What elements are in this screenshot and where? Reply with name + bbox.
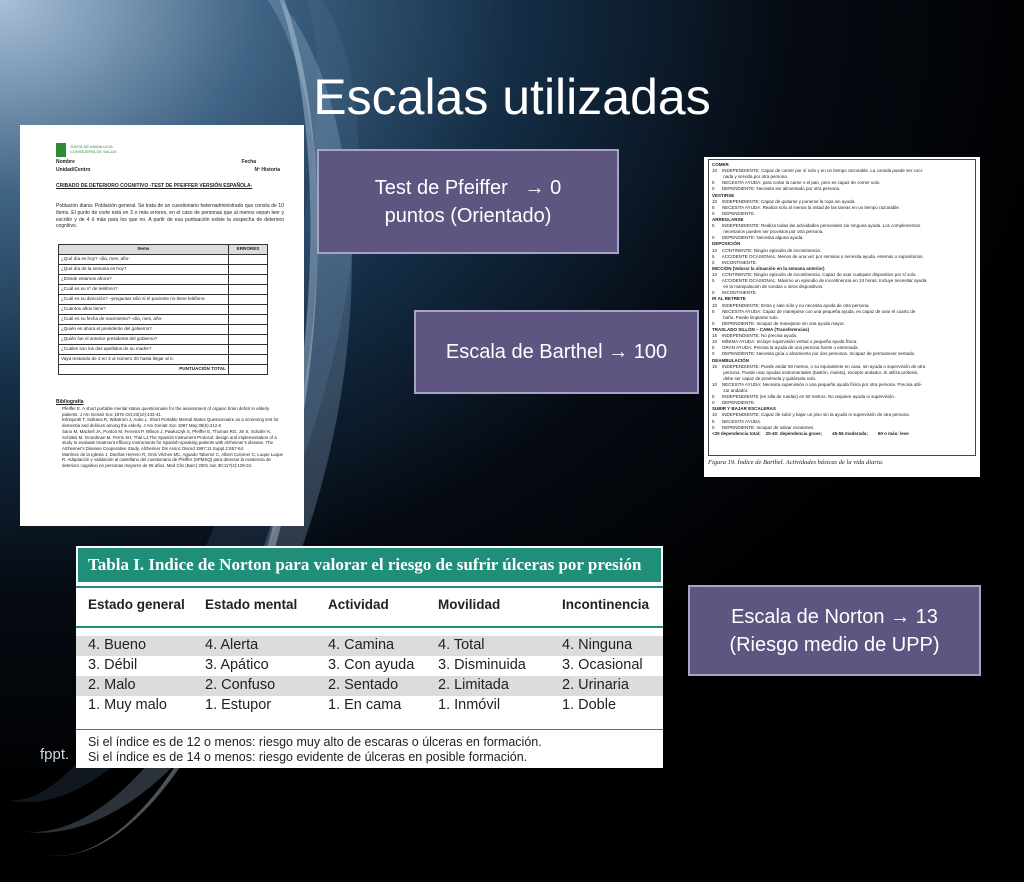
norton-cell: 1. Muy malo (88, 697, 167, 713)
fecha-label: Fecha (241, 159, 256, 165)
junta-andalucia-logo (56, 143, 66, 157)
biblio-entry: Martínez de la Iglesia J, Dueñas Herrero R, Onís Vilches MC, Aguado Taberné C, Albert Colomer C, Luque Luque R. Adaptación y validación al castellano del cuestionario de Pfeiffer (SPMSQ) para detectar la existencia de deterioro cognitivo en personas mayores de 65 años. Med Clin (Barc) 2001 Jun 30;117(4):129-34. (62, 451, 283, 469)
barthel-line: en la manipulación de sondas u otros dispositivos. (712, 284, 824, 290)
barthel-section-heading: VESTIRSE (712, 192, 735, 198)
item-row: ¿Cuál es su dirección? –preguntar sólo si el paciente no tiene teléfono- (59, 295, 229, 305)
item-row: ¿Cuáles son los dos apellidos de su madre? (59, 345, 229, 355)
pfeiffer-result-box (317, 149, 619, 254)
barthel-line: 10 INDEPENDIENTE: Entra y sale sólo y no necesita ayuda de otra persona. (712, 302, 870, 308)
barthel-section-heading: DEAMBULACIÓN (712, 357, 749, 363)
norton-cell: 4. Alerta (205, 637, 259, 653)
item-row: ¿Cuál es su fecha de nacimiento? -día, mes, año- (59, 315, 229, 325)
item-row: ¿Dónde estamos ahora? (59, 275, 229, 285)
barthel-line: 5 NECESITA AYUDA. (712, 418, 762, 424)
norton-table-row (76, 656, 663, 676)
barthel-line: 5 GRAN AYUDA: Precisa la ayuda de una persona fuerte o entrenada. (712, 345, 859, 351)
barthel-line: 0 DEPENDIENTE: Necesita grúa o alzamiento por dos personas. Incapaz de permanecer sentado. (712, 351, 916, 357)
barthel-section-heading: MICCIÓN (Valorar la situación en la semana anterior) (712, 265, 825, 271)
biblio-title: Bibliografía (56, 399, 84, 405)
divider (76, 586, 663, 588)
nombre-label: Nombre (56, 159, 75, 165)
norton-cell: 2. Limitada (438, 677, 509, 693)
header-incontinencia: Incontinencia (562, 597, 650, 612)
norton-cell: 1. Estupor (205, 697, 272, 713)
arrow-icon: → (524, 176, 545, 199)
pfeiffer-items-table (58, 244, 268, 375)
fppt-watermark: fppt. (40, 746, 70, 763)
norton-table-row (76, 636, 663, 656)
norton-cell: 4. Camina (328, 637, 395, 653)
historia-label: Nº Historia (254, 167, 280, 173)
barthel-line: 15 INDEPENDIENTE: Puede andar 50 metros, o su equivalente en casa, sin ayuda o supervisión de otra (712, 363, 926, 369)
barthel-line: 5 NECESITA AYUDA: para cortar la carne o el pan, pero es capaz de comer solo. (712, 180, 881, 186)
norton-value: 13 (915, 605, 938, 628)
norton-cell: 2. Confuso (205, 677, 276, 693)
items-header: Items (59, 245, 229, 255)
barthel-line: 10 MÍNIMA AYUDA: Incluye supervisión verbal o pequeña ayuda física. (712, 339, 858, 345)
barthel-line: persona. Puede usar ayudas instrumentales (bastón, muleta), excepto andador. Si utiliza prótesis, (712, 369, 919, 375)
barthel-line: zar andador. (712, 388, 749, 394)
norton-cell: 3. Apático (205, 657, 269, 673)
header-estado-mental: Estado mental (205, 597, 298, 612)
norton-table-title: Tabla I. Indice de Norton para valorar el riesgo de sufrir úlceras por presión (78, 548, 661, 582)
barthel-caption: Figura 19. Índice de Barthel. Actividades básicas de la vida diaria. (708, 459, 884, 466)
barthel-section-heading: SUBIR Y BAJAR ESCALERAS (712, 406, 776, 412)
arrow-icon: → (608, 341, 629, 363)
norton-cell: 2. Malo (88, 677, 136, 693)
barthel-section-heading: <20 dependencia total; 20-40: dependencia grave; 45-55 moderada; 60 o más: leve (712, 430, 909, 436)
norton-note-2: Si el índice es de 14 o menos: riesgo evidente de úlceras en posible formación. (88, 750, 528, 764)
norton-cell: 3. Ocasional (562, 657, 643, 673)
header-movilidad: Movilidad (438, 597, 501, 612)
header-estado-general: Estado general (88, 597, 185, 612)
barthel-line: baño. Puede limpiarse solo. (712, 314, 779, 320)
barthel-section-heading: DEPOSICIÓN (712, 241, 741, 247)
barthel-value: 100 (633, 341, 668, 363)
barthel-label: Escala de Barthel (445, 341, 603, 363)
barthel-section-heading: TRASLADO SILLÓN – CAMA (Transferencias) (712, 326, 810, 332)
item-row: ¿Cuál es su nº de teléfono? (59, 285, 229, 295)
norton-cell: 2. Urinaria (562, 677, 629, 693)
barthel-line: 0 DEPENDIENTE: Necesita alguna ayuda. (712, 235, 804, 241)
arrow-icon: → (890, 605, 911, 628)
divider (76, 626, 663, 628)
norton-cell: 1. Inmóvil (438, 697, 501, 713)
pfeiffer-label: Test de Pfeiffer (374, 176, 508, 199)
norton-label: Escala de Norton (731, 605, 885, 628)
barthel-line: 10 CONTINENTE: Ningún episodio de incontinencia. Capaz de usar cualquier dispositivo por sí solo. (712, 271, 917, 277)
barthel-line: 5 NECESITA AYUDA: Capaz de manejarse con una pequeña ayuda, es capaz de usar el cuarto de (712, 308, 916, 314)
biblio-entry: Sano M, Mackell JA, Ponton M, Ferreira P, Wilson J, Pawluczyk S, Pfeiffer E, Thomas RG, Jin S, Schafer K, Schittini M, Grundman M, Ferris SH, Thal LJ.The Spanish Instrument Protocol: design and implementation of a study to evaluate treatment efficacy Instruments for Spanish-speaking patients with Alzheimer's disease. The Alzheimer's Disease Cooperative Study. Alzheimer Dis Assoc Disord 1997;11 Suppl 2:S57-64. (62, 428, 277, 452)
nombre-row (56, 159, 286, 166)
barthel-line: 0 INCONTINENTE. (712, 290, 758, 296)
item-row: ¿Qué día de la semana es hoy? (59, 265, 229, 275)
barthel-line: 15 INDEPENDIENTE: No precisa ayuda. (712, 333, 798, 339)
biblio-entry: Erkinjuntti T, Sulkava R, Wikstrom J, Autio L. Short Portable Mental Status Questionnaire as a screening test for dementia and delirium among the elderly. J Am Geriatr Soc 1987 May;35(5):412-6 (62, 417, 279, 429)
barthel-line: 10 INDEPENDIENTE: Capaz de quitarse y ponerse la ropa sin ayuda. (712, 198, 856, 204)
norton-cell: 3. Con ayuda (328, 657, 415, 673)
barthel-line: 5 INDEPENDIENTE (en silla de ruedas) en 50 metros. No requiere ayuda ni supervisión. (712, 394, 896, 400)
pfeiffer-heading: CRIBADO DE DETERIORO COGNITIVO -TEST DE PFEIFFER VERSIÓN ESPAÑOLA- (56, 183, 253, 189)
norton-cell: 1. Doble (562, 697, 617, 713)
norton-cell: 2. Sentado (328, 677, 399, 693)
barthel-line: debe ser capaz de ponérsela y quitársela solo. (712, 375, 817, 381)
barthel-line: 0 DEPENDIENTE: Necesita ser alimentado por otra persona. (712, 186, 841, 192)
barthel-line: 0 DEPENDIENTE. (712, 400, 756, 406)
logo-text: JUNTA DE ANDALUCIA CONSEJERIA DE SALUD (70, 144, 117, 155)
barthel-line: 10 INDEPENDIENTE: Capaz de comer por sí solo y en un tiempo razonable. La comida puede ser coci- (712, 168, 924, 174)
barthel-line: 5 NECESITA AYUDA: Realiza sólo al menos la mitad de las tareas en un tiempo razonable. (712, 204, 901, 210)
barthel-table (708, 159, 976, 456)
barthel-section-heading: COMER (712, 162, 729, 167)
pfeiffer-value: 0 (550, 176, 562, 199)
barthel-section-heading: ARREGLARSE (712, 216, 744, 222)
pfeiffer-line2: puntos (Orientado) (384, 204, 552, 227)
item-row: ¿Quién fue el anterior presidente del gobierno? (59, 335, 229, 345)
norton-cell: 4. Bueno (88, 637, 147, 653)
item-row: ¿Cuántos años tiene? (59, 305, 229, 315)
biblio-list (56, 406, 284, 469)
norton-table-row (76, 676, 663, 696)
norton-cell: 4. Total (438, 637, 485, 653)
norton-note-1: Si el índice es de 12 o menos: riesgo muy alto de escaras o úlceras en formación. (88, 735, 542, 749)
poblacion-diana-text: Población diana: Población general. Se trata de un cuestionario heteroadministrado que consta de 10 ítems. El punto de corte está en 3 o más errores, en el caso de personas que al menos sepan leer y escribir y de 4 ó más para los que no. A partir de esa puntuación existe la sospecha de deterioro cognitivo. (56, 203, 284, 230)
norton-table-document (76, 546, 663, 768)
barthel-index-document (704, 157, 980, 477)
norton-cell: 1. En cama (328, 697, 402, 713)
barthel-line: nada y servida por otra persona. (712, 174, 789, 180)
item-row: Vaya restando de 3 en 3 al número 20 hasta llegar al 0. (59, 355, 229, 365)
barthel-line: 0 DEPENDIENTE: Incapaz de manejarse sin una ayuda mayor. (712, 320, 845, 326)
errores-header: ERRORES (229, 245, 268, 255)
barthel-line: 10 NECESITA AYUDA: Necesita supervisión o una pequeña ayuda física por otra persona. Precisa utili- (712, 381, 922, 387)
divider (76, 729, 663, 730)
barthel-line: 5 ACCIDENTE OCASIONAL: Menos de una vez por semana o necesita ayuda, enemas o supositorios. (712, 253, 924, 259)
biblio-entry: Pfeiffer E. A short portable mental status questionnaire for the assessment of organic brain deficit in elderly patients. J Am Geriatr Soc 1975 Oct;23(10):433-41 (62, 406, 270, 417)
barthel-line: 10 INDEPENDIENTE: Capaz de subir y bajar un piso sin la ayuda ni supervisión de otra persona. (712, 412, 910, 418)
barthel-line: necesarios pueden ser provistos por otra persona. (712, 229, 824, 235)
barthel-line: 0 INCONTINENTE. (712, 259, 758, 265)
norton-cell: 3. Débil (88, 657, 138, 673)
item-row: ¿Qué día es hoy? -día, mes, año- (59, 255, 229, 265)
header-actividad: Actividad (328, 597, 389, 612)
unidad-row (56, 167, 286, 174)
norton-table-row (76, 696, 663, 716)
norton-line2: (Riesgo medio de UPP) (729, 633, 940, 656)
pfeiffer-test-document (20, 125, 304, 526)
barthel-line: 0 DEPENDIENTE. (712, 210, 756, 216)
barthel-line: 10 CONTINENTE: Ningún episodio de incontinencia. (712, 247, 822, 253)
unidad-label: Unidad/Centro (56, 167, 91, 173)
item-row: ¿Quién es ahora el presidente del gobierno? (59, 325, 229, 335)
norton-cell: 3. Disminuida (438, 657, 526, 673)
barthel-line: 5 ACCIDENTE OCASIONAL: Máximo un episodio de incontinencia en 24 horas. Incluye necesitar ayuda (712, 278, 927, 284)
norton-result-box (688, 585, 981, 676)
barthel-line: 0 DEPENDIENTE: Incapaz de salvar escalones. (712, 424, 815, 430)
barthel-result-box (414, 310, 699, 394)
norton-cell: 4. Ninguna (562, 637, 633, 653)
barthel-line: 5 INDEPENDIENTE: Realiza todas las actividades personales sin ninguna ayuda. Los complementos (712, 223, 921, 229)
slide-title: Escalas utilizadas (313, 69, 711, 125)
barthel-section-heading: IR AL RETRETE (712, 296, 746, 302)
total-label: PUNTUACIÓN TOTAL (59, 365, 229, 375)
